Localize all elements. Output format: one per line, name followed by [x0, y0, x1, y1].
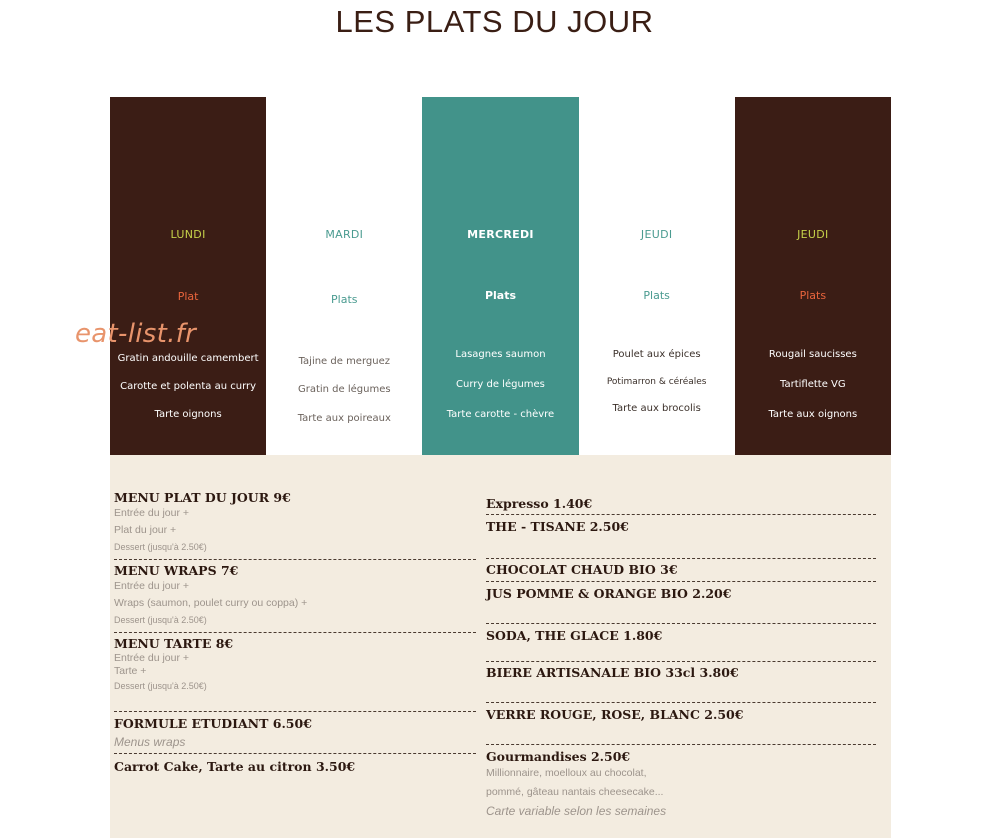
gourmandises-title: Gourmandises 2.50€	[486, 749, 631, 764]
day-name: JEUDI	[797, 228, 829, 241]
day-name: MARDI	[325, 228, 364, 241]
separator	[486, 661, 876, 662]
day-dish: Tajine de merguez	[298, 356, 390, 367]
the-tisane-item: THE - TISANE 2.50€	[486, 519, 629, 534]
separator	[486, 514, 876, 515]
day-subtitle: Plats	[331, 293, 358, 306]
menu-plat-du-jour-title: MENU PLAT DU JOUR 9€	[114, 490, 291, 505]
menu-panel	[110, 455, 891, 838]
separator	[486, 702, 876, 703]
biere-item: BIERE ARTISANALE BIO 33cl 3.80€	[486, 665, 739, 680]
day-dish: Tarte aux oignons	[768, 409, 858, 420]
daily-menu-board	[110, 97, 891, 455]
soda-item: SODA, THE GLACE 1.80€	[486, 628, 663, 643]
watermark: eat-list.fr	[75, 319, 197, 349]
jus-item: JUS POMME & ORANGE BIO 2.20€	[486, 586, 732, 601]
day-dish: Poulet aux épices	[612, 349, 701, 360]
day-subtitle: Plats	[484, 289, 516, 302]
day-name: JEUDI	[640, 228, 673, 241]
menu-line: Wraps (saumon, poulet curry ou coppa) +	[114, 597, 308, 609]
day-name: LUNDI	[170, 228, 206, 241]
day-dish: Curry de légumes	[456, 379, 545, 390]
separator	[114, 753, 476, 754]
day-subtitle: Plat	[177, 290, 199, 303]
menu-line: Dessert (jusqu'à 2.50€)	[114, 542, 207, 552]
day-dish: Potimarron & céréales	[606, 377, 707, 387]
day-dish: Gratin de légumes	[297, 384, 391, 395]
menu-line: Entrée du jour +	[114, 507, 190, 519]
menu-line: Entrée du jour +	[114, 652, 190, 664]
day-column-lundi	[110, 97, 266, 455]
day-dish: Tartiflette VG	[780, 379, 846, 390]
day-dish: Tarte oignons	[154, 409, 222, 420]
menu-line: Dessert (jusqu'à 2.50€)	[114, 681, 207, 691]
menu-line: Millionnaire, moelloux au chocolat,	[486, 767, 647, 779]
desserts-title: Carrot Cake, Tarte au citron 3.50€	[114, 759, 356, 774]
day-dish: Carotte et polenta au curry	[120, 381, 257, 392]
formule-etudiant-title: FORMULE ETUDIANT 6.50€	[114, 716, 312, 731]
separator	[486, 623, 876, 624]
menu-tarte-title: MENU TARTE 8€	[114, 636, 234, 651]
menu-wraps-title: MENU WRAPS 7€	[114, 563, 239, 578]
separator	[486, 581, 876, 582]
menu-line: Entrée du jour +	[114, 580, 190, 592]
day-subtitle: Plats	[799, 289, 827, 302]
menu-line: Plat du jour +	[114, 524, 177, 536]
day-dish: Rougail saucisses	[768, 349, 857, 360]
separator	[114, 632, 476, 633]
day-dish: Gratin andouille camembert	[117, 353, 259, 364]
formule-etudiant-note: Menus wraps	[114, 735, 186, 749]
chocolat-item: CHOCOLAT CHAUD BIO 3€	[486, 562, 678, 577]
gourmandises-note: Carte variable selon les semaines	[486, 804, 667, 818]
separator	[486, 744, 876, 745]
menu-line: Dessert (jusqu'à 2.50€)	[114, 615, 207, 625]
day-column-mercredi	[422, 97, 578, 455]
day-subtitle: Plats	[643, 289, 670, 302]
separator	[486, 558, 876, 559]
day-name: MERCREDI	[467, 228, 534, 241]
menu-line: pommé, gâteau nantais cheesecake...	[486, 786, 664, 798]
verre-item: VERRE ROUGE, ROSE, BLANC 2.50€	[486, 707, 744, 722]
page-title: LES PLATS DU JOUR	[335, 4, 654, 39]
day-column-jeudi	[579, 97, 735, 455]
separator	[114, 559, 476, 560]
day-dish: Tarte aux poireaux	[297, 413, 391, 424]
expresso-item: Expresso 1.40€	[486, 496, 593, 511]
day-column-jeudi-2	[735, 97, 891, 455]
day-dish: Tarte carotte - chèvre	[446, 409, 555, 420]
day-column-mardi	[266, 97, 422, 455]
day-dish: Tarte aux brocolis	[612, 403, 701, 414]
menu-line: Tarte +	[114, 665, 147, 677]
separator	[114, 711, 476, 712]
day-dish: Lasagnes saumon	[455, 349, 546, 360]
